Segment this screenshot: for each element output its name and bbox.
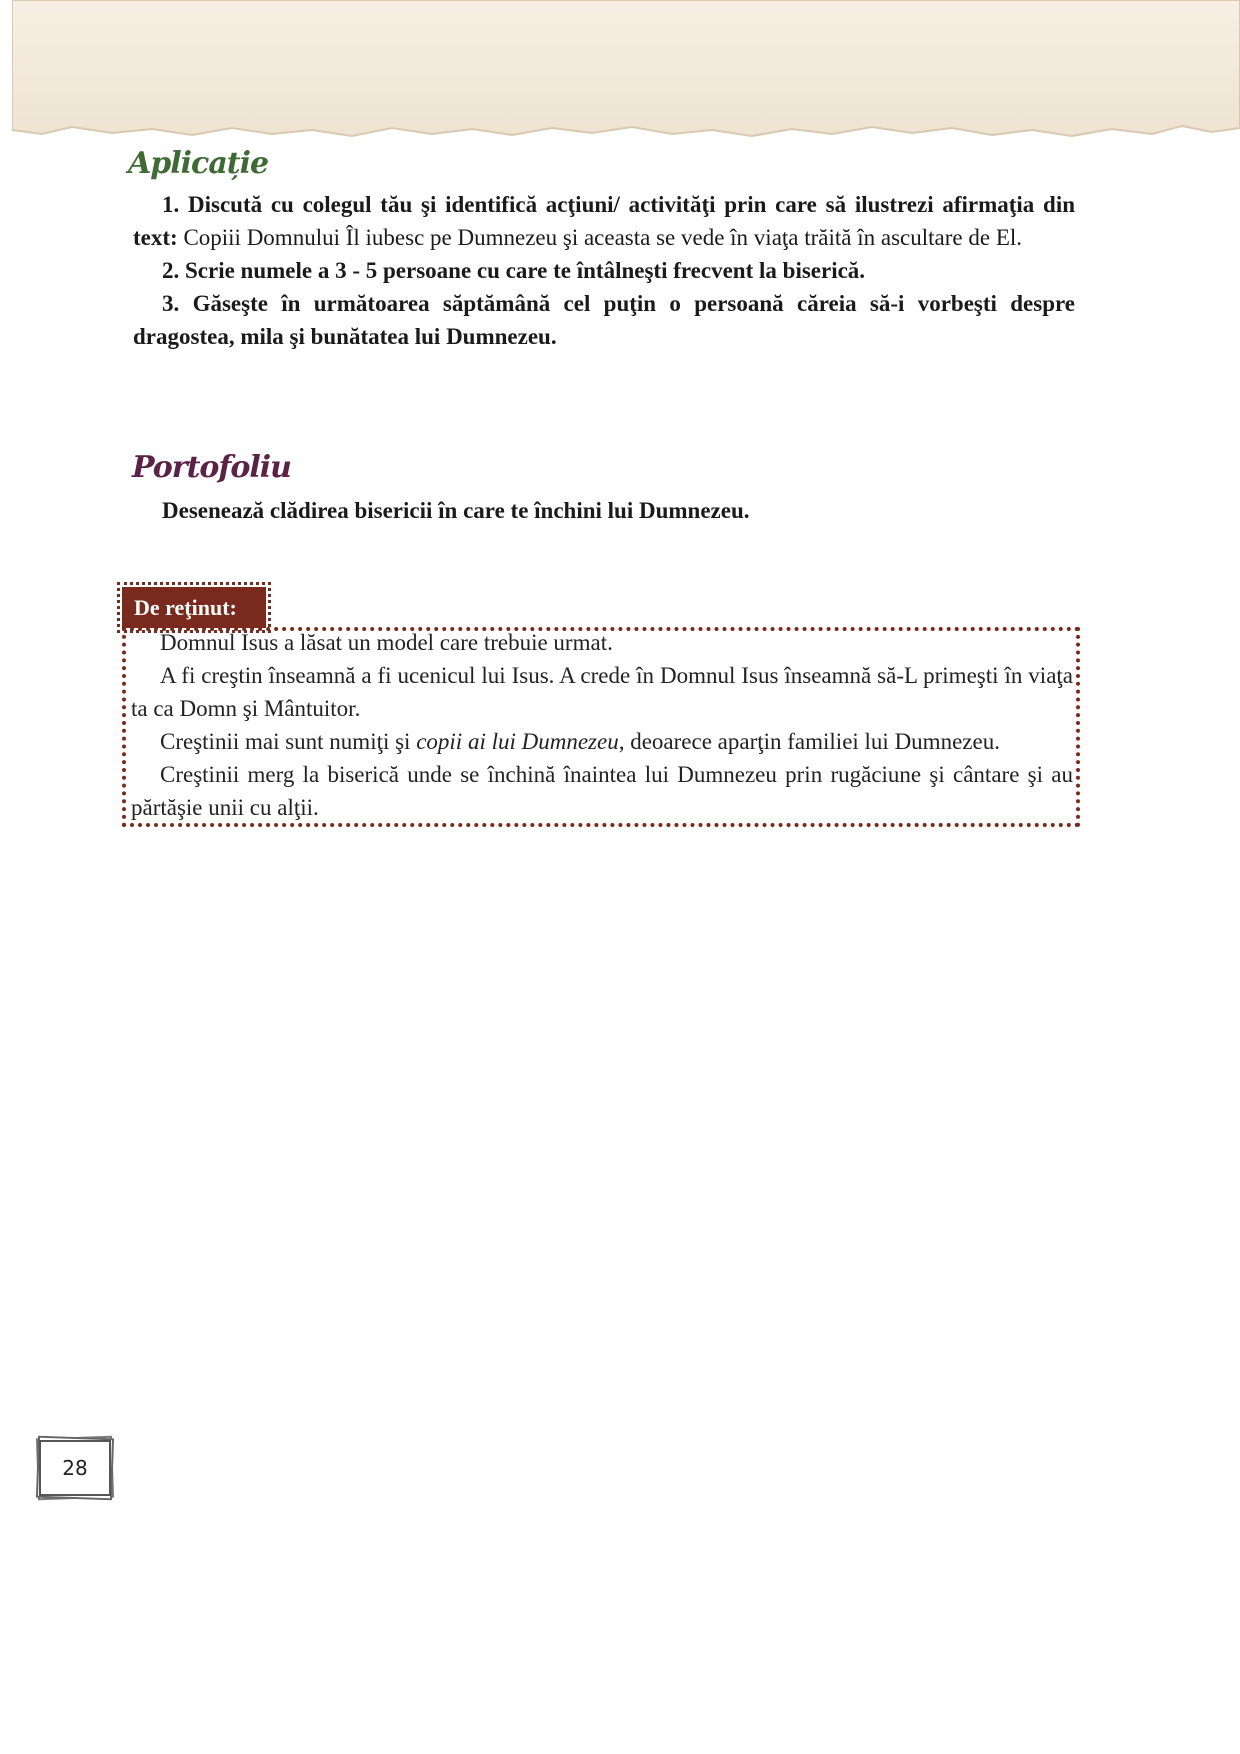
retinut-paragraph-4: Creştinii merg la biserică unde se închină înaintea lui Dumnezeu prin rugăciune şi cântare şi au părtăşie unii cu alţii. xyxy=(131,762,1073,820)
retinut-paragraph-2: A fi creştin înseamnă a fi ucenicul lui Isus. A crede în Domnul Isus înseamnă să-L primeşti în viaţa ta ca Domn şi Mântuitor. xyxy=(131,663,1073,721)
aplicatie-item-2: 2. Scrie numele a 3 - 5 persoane cu care te întâlneşti frecvent la biserică. xyxy=(162,258,866,283)
page-number: 28 xyxy=(62,1456,88,1480)
aplicatie-item-1 xyxy=(133,188,1075,254)
retinut-p3-start: Creştinii mai sunt numiţi şi xyxy=(160,729,417,754)
de-retinut-content xyxy=(131,626,1073,824)
portofoliu-text: Desenează clădirea bisericii în care te închini lui Dumnezeu. xyxy=(162,498,750,523)
retinut-paragraph-1: Domnul Isus a lăsat un model care trebuie urmat. xyxy=(160,630,613,655)
retinut-p3-emphasis: copii ai lui Dumnezeu xyxy=(416,729,619,754)
item-1-quote: Copiii Domnului Îl iubesc pe Dumnezeu şi aceasta se vede în viaţa trăită în ascultare de El. xyxy=(177,225,1023,250)
page-number-frame xyxy=(34,1435,116,1501)
torn-paper-banner xyxy=(12,0,1240,150)
item-1-number: 1. xyxy=(162,192,180,217)
aplicatie-body xyxy=(133,188,1075,353)
retinut-p3-end: , deoarece aparţin familiei lui Dumnezeu. xyxy=(618,729,1000,754)
retinut-paragraph-3 xyxy=(131,725,1073,758)
portofoliu-heading: Portofoliu xyxy=(132,450,291,485)
aplicatie-heading: Aplicație xyxy=(128,146,269,181)
aplicatie-item-3: 3. Găseşte în următoarea săptămână cel puţin o persoană căreia să-i vorbeşti despre dragostea, mila şi bunătatea lui Dumnezeu. xyxy=(133,291,1075,349)
item-1-instruction: Discută cu colegul tău şi identifică acţiuni/ activităţi prin care să ilustrezi afirmaţia din text: xyxy=(133,192,1076,250)
de-retinut-label: De reţinut: xyxy=(122,587,266,628)
portofoliu-body xyxy=(133,494,1075,527)
